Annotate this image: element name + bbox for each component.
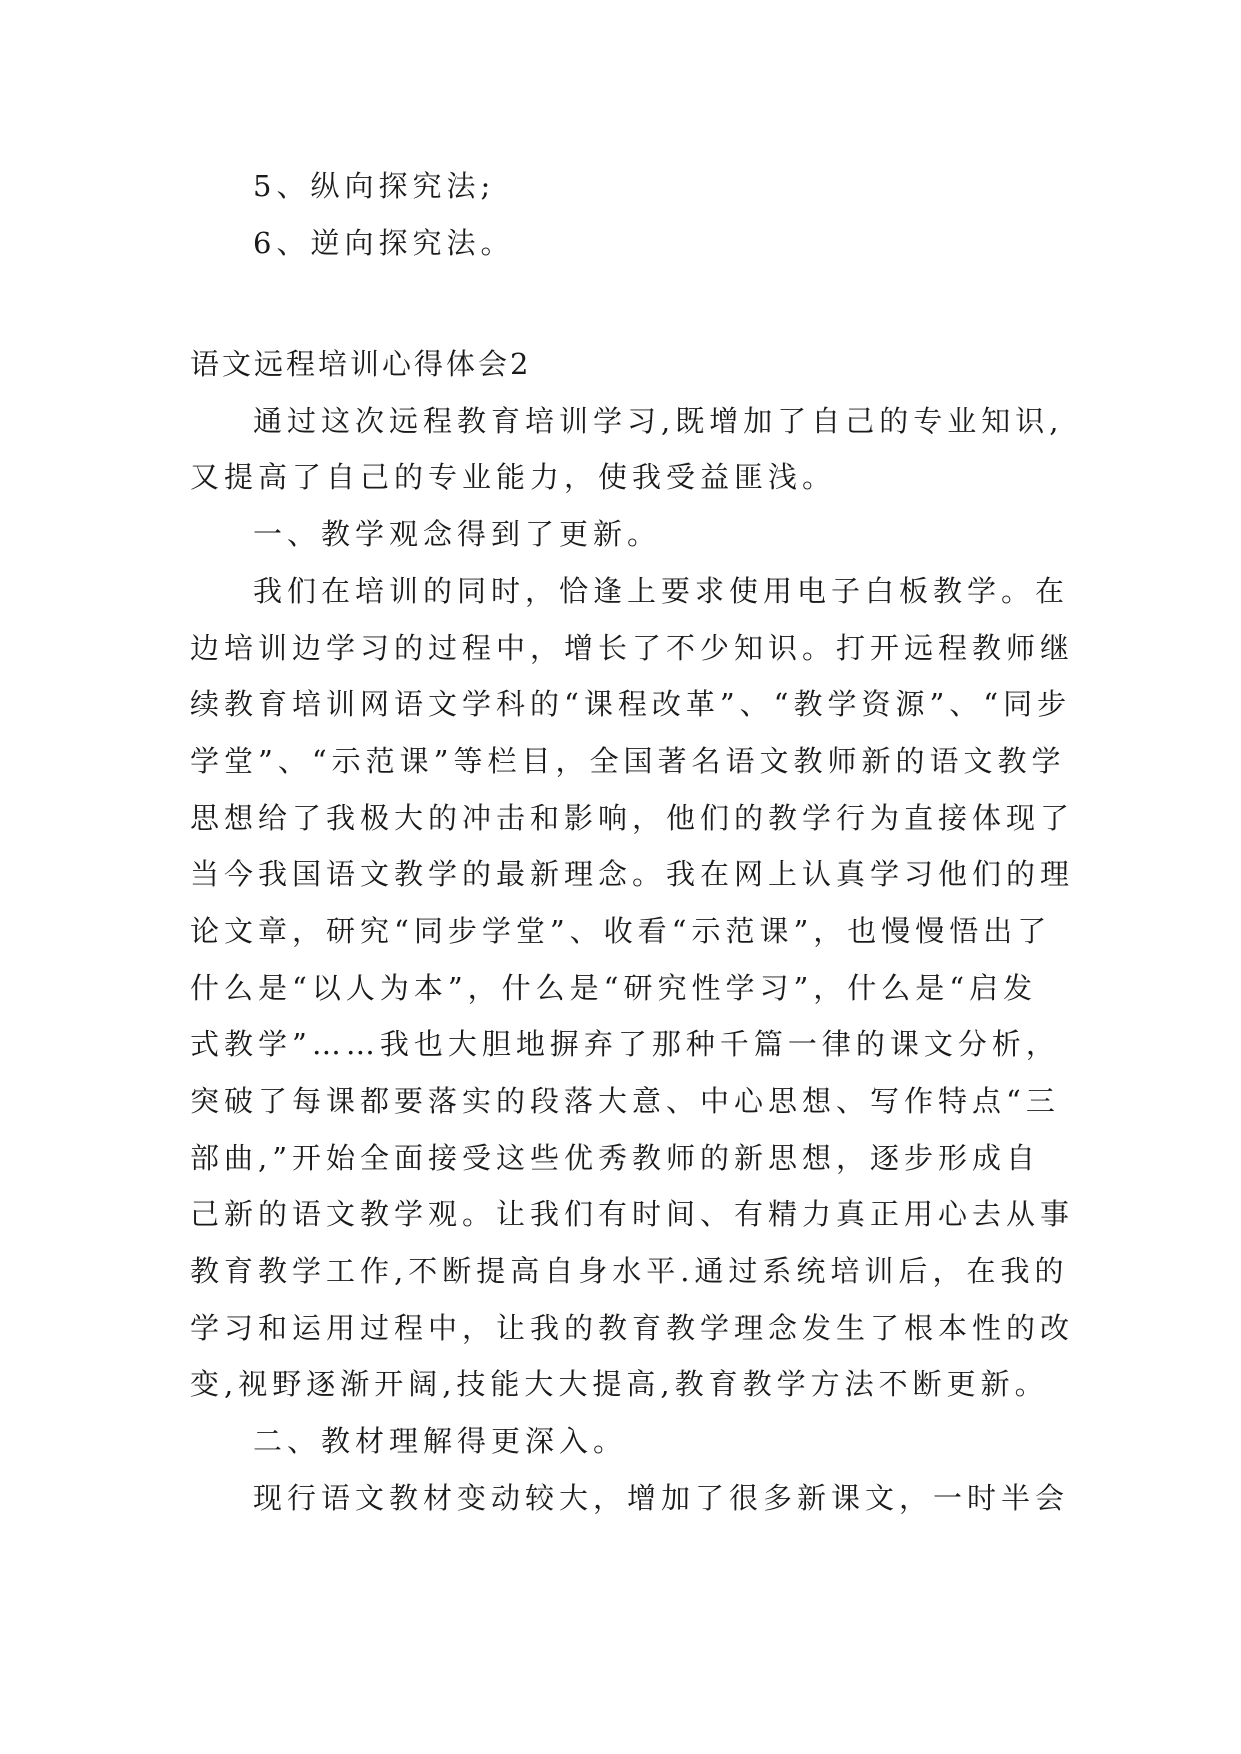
subheading: 一、教学观念得到了更新。 [253,517,662,551]
paragraph-line: 己新的语文教学观。让我们有时间、有精力真正用心去从事 [190,1197,1075,1231]
paragraph-line: 现行语文教材变动较大，增加了很多新课文，一时半会 [253,1481,1070,1515]
paragraph-line: 部曲,”开始全面接受这些优秀教师的新思想，逐步形成自 [190,1141,1041,1175]
paragraph-line: 又提高了自己的专业能力，使我受益匪浅。 [190,460,837,494]
list-item: 5、纵向探究法; [253,169,496,203]
subheading: 二、教材理解得更深入。 [253,1424,628,1458]
paragraph-line: 学习和运用过程中，让我的教育教学理念发生了根本性的改 [190,1311,1075,1345]
paragraph-line: 边培训边学习的过程中，增长了不少知识。打开远程教师继 [190,631,1075,665]
paragraph-line: 通过这次远程教育培训学习,既增加了自己的专业知识, [253,404,1064,438]
section-title: 语文远程培训心得体会2 [190,347,532,381]
list-item: 6、逆向探究法。 [253,226,515,260]
paragraph-line: 教育教学工作,不断提高自身水平.通过系统培训后，在我的 [190,1254,1069,1288]
paragraph-line: 论文章，研究“同步学堂”、收看“示范课”，也慢慢悟出了 [190,914,1052,948]
paragraph-line: 续教育培训网语文学科的“课程改革”、“教学资源”、“同步 [190,687,1072,721]
paragraph-line: 当今我国语文教学的最新理念。我在网上认真学习他们的理 [190,857,1075,891]
paragraph-line: 学堂”、“示范课”等栏目，全国著名语文教师新的语文教学 [190,744,1066,778]
paragraph-line: 式教学”……我也大胆地摒弃了那种千篇一律的课文分析， [190,1027,1060,1061]
paragraph-line: 我们在培训的同时，恰逢上要求使用电子白板教学。在 [253,574,1070,608]
paragraph-line: 变,视野逐渐开阔,技能大大提高,教育教学方法不断更新。 [190,1367,1049,1401]
paragraph-line: 突破了每课都要落实的段落大意、中心思想、写作特点“三 [190,1084,1060,1118]
paragraph-line: 思想给了我极大的冲击和影响，他们的教学行为直接体现了 [190,801,1075,835]
paragraph-line: 什么是“以人为本”，什么是“研究性学习”，什么是“启发 [190,971,1038,1005]
